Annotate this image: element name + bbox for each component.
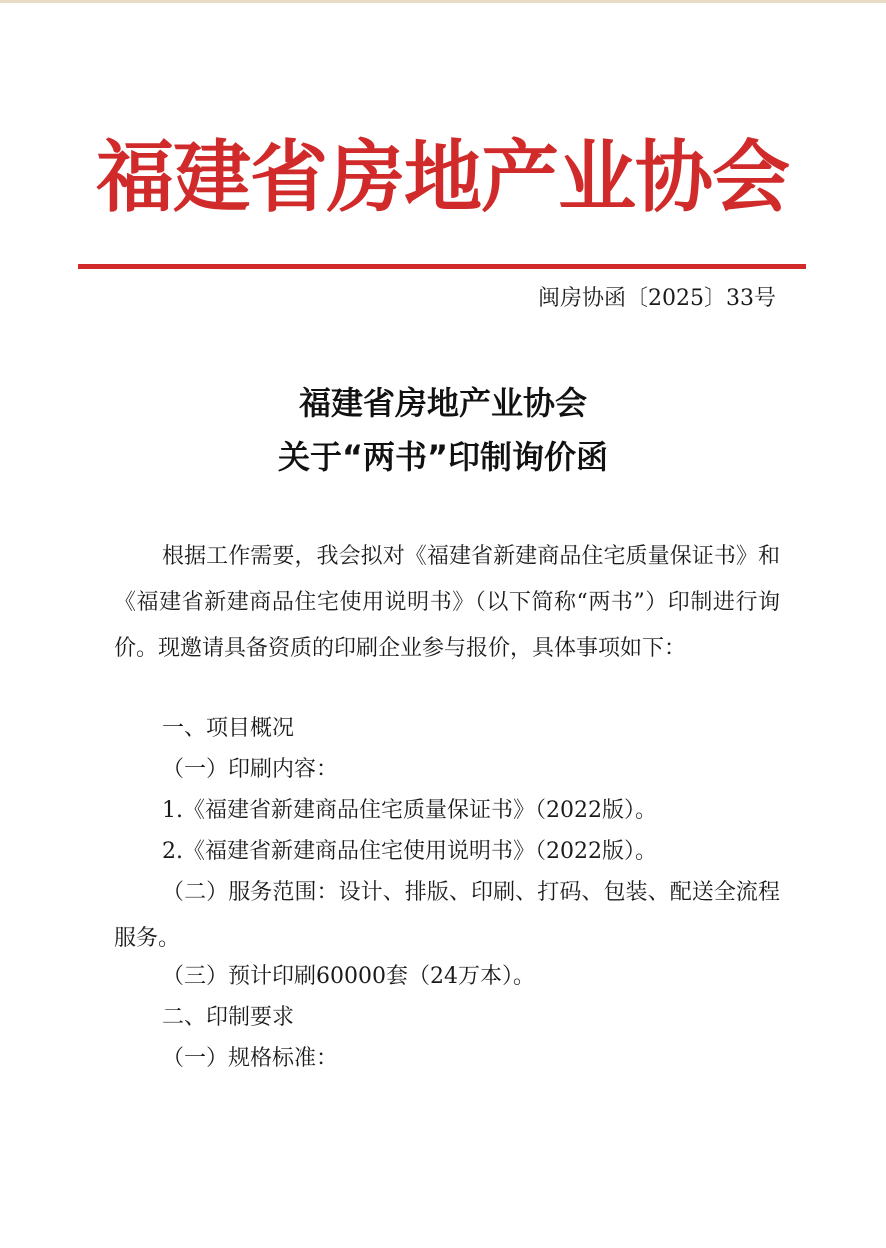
content-item-1: 1.《福建省新建商品住宅质量保证书》（2022版）。 [162,798,657,823]
intro-paragraph: 根据工作需要，我会拟对《福建省新建商品住宅质量保证书》和《福建省新建商品住宅使用说明书》（以下简称“两书”）印制进行询价。现邀请具备资质的印刷企业参与报价，具体事项如下： [114,544,780,661]
document-title-line1: 福建省房地产业协会 [298,384,587,422]
content-item-2: 2.《福建省新建商品住宅使用说明书》（2022版）。 [162,839,657,864]
section1-heading: 一、项目概况 [162,716,295,741]
section1-item2: （二）服务范围：设计、排版、印刷、打码、包装、配送全流程服务。 [114,880,780,951]
section2-heading: 二、印制要求 [162,1005,295,1030]
letterhead-red-rule [78,264,806,269]
section2-item1-heading: （一）规格标准： [162,1046,339,1071]
section1-item1-heading: （一）印刷内容： [162,757,339,782]
document-number: 闽房协函〔2025〕33号 [538,286,776,311]
document-title-line2: 关于“两书”印制询价函 [277,438,609,476]
organization-letterhead: 福建省房地产业协会 [96,132,790,223]
page-top-edge [0,0,886,3]
section1-item3: （三）预计印刷60000套（24万本）。 [162,964,535,989]
